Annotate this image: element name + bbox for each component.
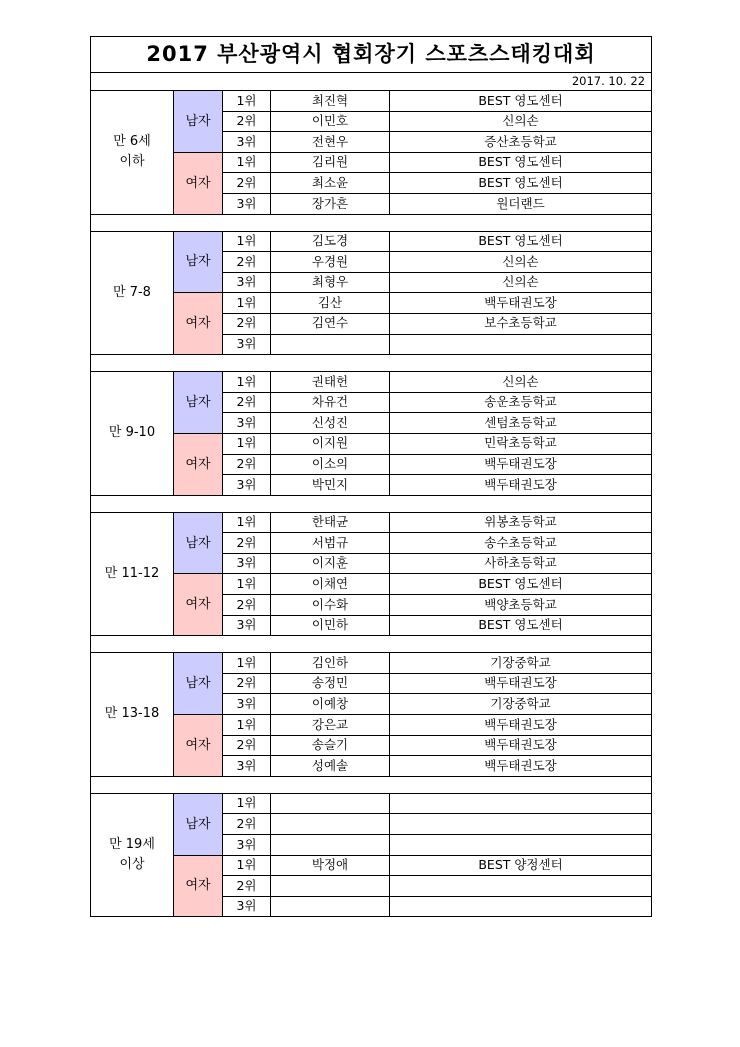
team-cell [390,334,652,355]
page-title: 2017 부산광역시 협회장기 스포츠스태킹대회 [91,37,652,73]
spacer-cell [91,495,652,512]
name-cell: 최형우 [271,272,390,293]
spacer-cell [91,214,652,231]
age-group-label: 만 7-8 [91,231,174,355]
team-cell: 증산초등학교 [390,132,652,153]
team-cell: BEST 영도센터 [390,91,652,112]
male-label: 남자 [174,793,223,855]
team-cell: 신의손 [390,252,652,273]
name-cell: 이소의 [271,454,390,475]
title-row [91,37,652,73]
team-cell: 신의손 [390,372,652,393]
name-cell: 전현우 [271,132,390,153]
rank-cell: 3위 [223,896,271,917]
team-cell [390,896,652,917]
team-cell [390,835,652,856]
team-cell: 사하초등학교 [390,553,652,574]
rank-cell: 1위 [223,372,271,393]
rank-cell: 1위 [223,793,271,814]
name-cell [271,835,390,856]
name-cell: 최진혁 [271,91,390,112]
rank-cell: 3위 [223,132,271,153]
rank-cell: 2위 [223,876,271,897]
spacer-row [91,776,652,793]
rank-cell: 3위 [223,193,271,214]
name-cell: 이민하 [271,615,390,636]
rank-cell: 2위 [223,392,271,413]
table-row [91,512,652,533]
team-cell [390,793,652,814]
name-cell: 이지원 [271,433,390,454]
female-label: 여자 [174,574,223,636]
age-group-label: 만 19세 이상 [91,793,174,917]
rank-cell: 3위 [223,615,271,636]
name-cell: 권태헌 [271,372,390,393]
rank-cell: 1위 [223,855,271,876]
rank-cell: 3위 [223,835,271,856]
rank-cell: 1위 [223,653,271,674]
team-cell: 신의손 [390,272,652,293]
team-cell: 송운초등학교 [390,392,652,413]
name-cell: 김도경 [271,231,390,252]
name-cell: 서범규 [271,533,390,554]
rank-cell: 2위 [223,814,271,835]
name-cell [271,793,390,814]
table-row [91,653,652,674]
rank-cell: 1위 [223,715,271,736]
team-cell: 백두태권도장 [390,475,652,496]
spacer-row [91,636,652,653]
rank-cell: 3위 [223,694,271,715]
name-cell: 차유건 [271,392,390,413]
rank-cell: 1위 [223,91,271,112]
team-cell: BEST 영도센터 [390,231,652,252]
name-cell: 강은교 [271,715,390,736]
table-row [91,231,652,252]
team-cell [390,876,652,897]
table-row [91,91,652,112]
team-cell: 백두태권도장 [390,715,652,736]
name-cell: 이수화 [271,595,390,616]
table-row [91,793,652,814]
name-cell: 우경원 [271,252,390,273]
name-cell: 이지훈 [271,553,390,574]
table-row [91,152,652,173]
age-group-label: 만 6세 이하 [91,91,174,215]
rank-cell: 1위 [223,574,271,595]
team-cell: 백두태권도장 [390,735,652,756]
rank-cell: 1위 [223,231,271,252]
name-cell: 김산 [271,293,390,314]
date-row [91,73,652,91]
rank-cell: 2위 [223,595,271,616]
rank-cell: 2위 [223,252,271,273]
team-cell: 백두태권도장 [390,756,652,777]
name-cell: 김인하 [271,653,390,674]
spacer-row [91,355,652,372]
team-cell [390,814,652,835]
name-cell: 송정민 [271,673,390,694]
rank-cell: 1위 [223,512,271,533]
name-cell: 이채연 [271,574,390,595]
table-row [91,293,652,314]
team-cell: 센텀초등학교 [390,413,652,434]
rank-cell: 3위 [223,475,271,496]
rank-cell: 2위 [223,313,271,334]
table-row [91,855,652,876]
rank-cell: 1위 [223,433,271,454]
rank-cell: 3위 [223,334,271,355]
male-label: 남자 [174,91,223,153]
name-cell: 한태균 [271,512,390,533]
name-cell: 김연수 [271,313,390,334]
rank-cell: 2위 [223,735,271,756]
event-date: 2017. 10. 22 [91,73,652,91]
team-cell: BEST 영도센터 [390,152,652,173]
name-cell: 송슬기 [271,735,390,756]
name-cell: 최소윤 [271,173,390,194]
name-cell: 김리원 [271,152,390,173]
rank-cell: 2위 [223,533,271,554]
spacer-cell [91,636,652,653]
rank-cell: 1위 [223,293,271,314]
male-label: 남자 [174,512,223,574]
male-label: 남자 [174,372,223,434]
team-cell: 송수초등학교 [390,533,652,554]
rank-cell: 2위 [223,454,271,475]
team-cell: BEST 영도센터 [390,615,652,636]
name-cell: 박정애 [271,855,390,876]
team-cell: BEST 영도센터 [390,173,652,194]
team-cell: 백두태권도장 [390,293,652,314]
rank-cell: 1위 [223,152,271,173]
rank-cell: 2위 [223,111,271,132]
team-cell: 신의손 [390,111,652,132]
team-cell: 기장중학교 [390,653,652,674]
male-label: 남자 [174,231,223,293]
rank-cell: 3위 [223,272,271,293]
team-cell: 백두태권도장 [390,673,652,694]
table-row [91,433,652,454]
team-cell: 보수초등학교 [390,313,652,334]
team-cell: 백두태권도장 [390,454,652,475]
age-group-label: 만 11-12 [91,512,174,636]
rank-cell: 3위 [223,553,271,574]
name-cell: 박민지 [271,475,390,496]
results-table [90,36,652,917]
name-cell: 성예솔 [271,756,390,777]
team-cell: 위봉초등학교 [390,512,652,533]
team-cell: 백양초등학교 [390,595,652,616]
name-cell [271,876,390,897]
team-cell: 기장중학교 [390,694,652,715]
name-cell [271,814,390,835]
male-label: 남자 [174,653,223,715]
table-row [91,574,652,595]
female-label: 여자 [174,152,223,214]
rank-cell: 2위 [223,173,271,194]
age-group-label: 만 9-10 [91,372,174,496]
name-cell: 장가흔 [271,193,390,214]
team-cell: 민락초등학교 [390,433,652,454]
spacer-cell [91,776,652,793]
team-cell: 원더랜드 [390,193,652,214]
female-label: 여자 [174,715,223,777]
rank-cell: 3위 [223,413,271,434]
rank-cell: 2위 [223,673,271,694]
table-row [91,715,652,736]
name-cell: 신성진 [271,413,390,434]
name-cell [271,334,390,355]
spacer-cell [91,355,652,372]
female-label: 여자 [174,855,223,917]
name-cell: 이민호 [271,111,390,132]
team-cell: BEST 영도센터 [390,574,652,595]
spacer-row [91,214,652,231]
name-cell [271,896,390,917]
rank-cell: 3위 [223,756,271,777]
team-cell: BEST 양정센터 [390,855,652,876]
table-row [91,372,652,393]
name-cell: 이예창 [271,694,390,715]
female-label: 여자 [174,293,223,355]
female-label: 여자 [174,433,223,495]
age-group-label: 만 13-18 [91,653,174,777]
spacer-row [91,495,652,512]
